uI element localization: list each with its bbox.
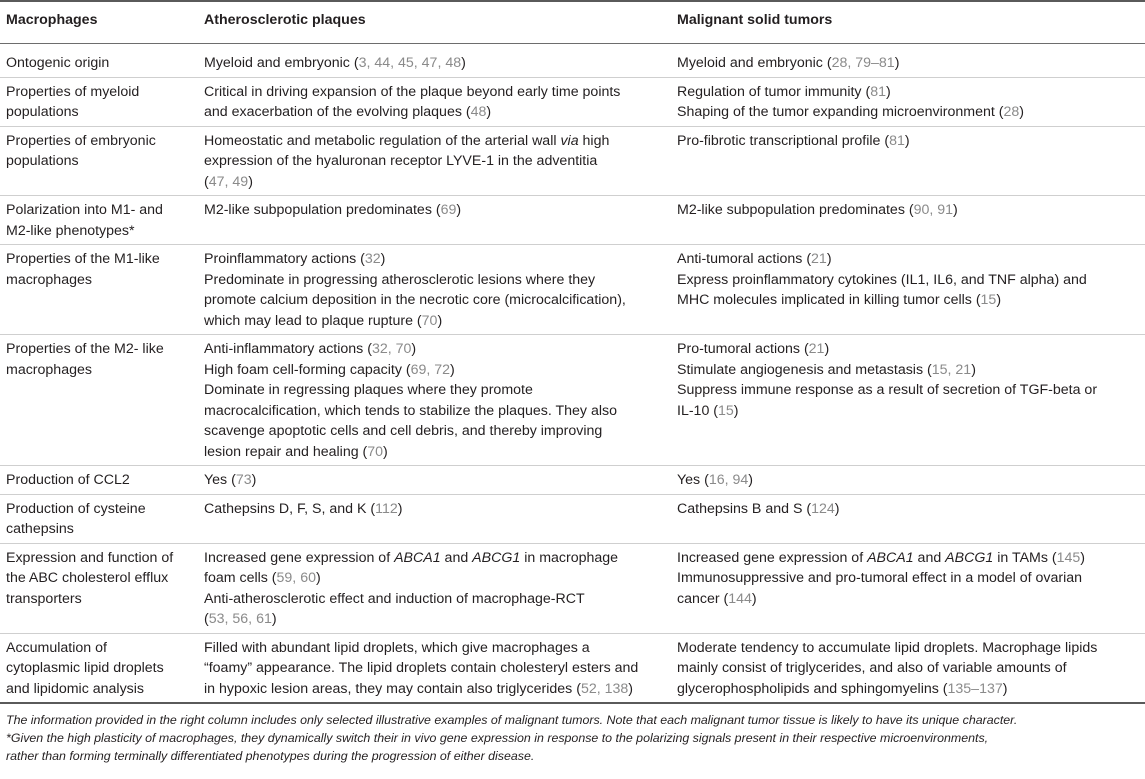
- reference-link[interactable]: 47, 49: [208, 173, 249, 190]
- row-label-line: Expression and function of: [6, 549, 174, 566]
- italic-text: ABCG1: [945, 549, 994, 566]
- cell-text: Stimulate angiogenesis and metastasis (: [677, 361, 932, 378]
- table-row: [0, 494, 1145, 543]
- reference-link[interactable]: 3, 44, 45, 47, 48: [358, 55, 462, 71]
- reference-link[interactable]: 73: [235, 472, 252, 488]
- row-label: [0, 633, 198, 703]
- atherosclerotic-cell: [198, 543, 671, 633]
- tumor-cell: [671, 633, 1145, 703]
- cell-text: Homeostatic and metabolic regulation of the arterial wall: [204, 132, 561, 149]
- row-label-line: Properties of myeloid: [6, 83, 140, 100]
- cell-text: ): [1080, 549, 1086, 566]
- cell-text: Moderate tendency to accumulate lipid droplets. Macrophage lipids: [677, 639, 1098, 656]
- cell-line: [677, 589, 1141, 610]
- cell-text: cancer (: [677, 590, 729, 607]
- cell-line: [677, 360, 1141, 381]
- tumor-cell: [671, 494, 1145, 543]
- cell-line: [204, 249, 667, 270]
- footnote-1: The information provided in the right column includes only selected illustrative examples of malignant tumors. Note that each malignant tumor tissue is likely to have its unique character.: [6, 713, 1018, 727]
- cell-line: [677, 499, 1141, 520]
- cell-text: Predominate in progressing atherosclerotic lesions where they: [204, 271, 596, 288]
- cell-line: [677, 470, 1141, 491]
- reference-link[interactable]: 32, 70: [371, 341, 412, 357]
- row-label: [0, 494, 198, 543]
- cell-text: ): [450, 361, 455, 378]
- cell-text: which may lead to plaque rupture (: [204, 312, 422, 329]
- cell-text: Proinflammatory actions (: [204, 251, 365, 267]
- row-label-line: macrophages: [6, 271, 92, 288]
- cell-text: Cathepsins D, F, S, and K (: [204, 500, 376, 517]
- cell-text: ): [1002, 680, 1008, 697]
- row-label-line: populations: [6, 104, 79, 120]
- cell-text: ): [383, 443, 388, 460]
- cell-text: ): [271, 611, 277, 627]
- cell-line: [204, 270, 667, 291]
- cell-line: [677, 102, 1141, 123]
- tumor-cell: [671, 466, 1145, 495]
- cell-text: Pro-tumoral actions (: [677, 341, 809, 357]
- cell-text: ): [996, 292, 1002, 308]
- cell-line: [204, 380, 667, 401]
- reference-link[interactable]: 69: [440, 202, 457, 218]
- row-label-line: Accumulation of: [6, 639, 107, 656]
- cell-line: [204, 679, 667, 700]
- cell-text: Critical in driving expansion of the plaque beyond early time points: [204, 83, 621, 100]
- table-body: [0, 44, 1145, 704]
- cell-text: Suppress immune response as a result of secretion of TGF-beta or: [677, 382, 1098, 398]
- cell-text: Yes (: [204, 472, 236, 488]
- cell-text: Myeloid and embryonic (: [204, 55, 359, 71]
- cell-line: [677, 200, 1141, 221]
- cell-line: [204, 131, 667, 152]
- cell-text: ): [380, 251, 386, 267]
- row-label-line: Polarization into M1- and: [6, 202, 163, 218]
- row-label-line: transporters: [6, 590, 82, 607]
- cell-text: ): [628, 680, 634, 697]
- cell-text: ): [461, 55, 466, 71]
- table-row: [0, 466, 1145, 495]
- cell-text: ): [751, 590, 757, 607]
- cell-text: IL-10 (: [677, 402, 719, 419]
- reference-link[interactable]: 53, 56, 61: [208, 611, 272, 627]
- cell-text: ): [834, 500, 840, 517]
- reference-link[interactable]: 21: [811, 251, 827, 267]
- atherosclerotic-cell: [198, 126, 671, 196]
- table-row: [0, 543, 1145, 633]
- reference-link[interactable]: 48: [470, 104, 487, 120]
- row-label-line: Properties of the M1-like: [6, 251, 160, 267]
- reference-link[interactable]: 124: [811, 500, 835, 517]
- cell-line: [677, 339, 1141, 360]
- atherosclerotic-cell: [198, 633, 671, 703]
- italic-text: ABCA1: [867, 549, 914, 566]
- cell-text: glycerophospholipids and sphingomyelins (: [677, 680, 948, 697]
- cell-line: [204, 548, 667, 569]
- row-label-line: macrophages: [6, 361, 92, 378]
- cell-text: Increased gene expression of: [204, 549, 395, 566]
- tumor-cell: [671, 543, 1145, 633]
- cell-line: [677, 270, 1141, 291]
- reference-link[interactable]: 21: [808, 341, 825, 357]
- cell-line: [204, 401, 667, 422]
- reference-link[interactable]: 81: [889, 132, 905, 149]
- cell-text: ): [904, 132, 910, 149]
- cell-line: [677, 568, 1141, 589]
- cell-text: ): [885, 83, 891, 100]
- cell-line: [204, 339, 667, 360]
- reference-link[interactable]: 32: [364, 251, 381, 267]
- cell-text: ): [748, 472, 753, 488]
- tumor-cell: [671, 245, 1145, 335]
- row-label: [0, 196, 198, 245]
- reference-link[interactable]: 28: [1003, 104, 1020, 120]
- cell-text: ): [397, 500, 403, 517]
- reference-link[interactable]: 145: [1056, 549, 1081, 566]
- cell-text: lesion repair and healing (: [204, 443, 368, 460]
- reference-link[interactable]: 15: [980, 292, 997, 308]
- header-atherosclerotic-plaques: Atherosclerotic plaques: [198, 1, 671, 44]
- cell-line: [204, 102, 667, 123]
- cell-line: [204, 82, 667, 103]
- row-label-line: Properties of embryonic: [6, 132, 156, 149]
- italic-text: via: [560, 132, 579, 149]
- cell-text: Filled with abundant lipid droplets, which give macrophages a: [204, 639, 590, 656]
- cell-text: Immunosuppressive and pro-tumoral effect in a model of ovarian: [677, 570, 1083, 586]
- atherosclerotic-cell: [198, 335, 671, 466]
- reference-link[interactable]: 15: [718, 402, 734, 419]
- cell-line: [204, 421, 667, 442]
- table-row: [0, 335, 1145, 466]
- cell-text: scavenge apoptotic cells and cell debris, and thereby improving: [204, 423, 603, 439]
- cell-text: M2-like subpopulation predominates (: [204, 202, 441, 218]
- cell-line: [204, 200, 667, 221]
- cell-line: [204, 499, 667, 520]
- cell-line: [204, 568, 667, 589]
- reference-link[interactable]: 135–137: [947, 680, 1003, 697]
- cell-line: [204, 589, 667, 610]
- row-label: [0, 466, 198, 495]
- cell-text: in macrophage: [520, 549, 619, 566]
- footnote-2: *Given the high plasticity of macrophages, they dynamically switch their in vivo gene expression in response to the polarizing signals present in their respective microenvironments,: [6, 731, 989, 745]
- reference-link[interactable]: 52, 138: [580, 680, 629, 697]
- cell-line: [677, 548, 1141, 569]
- cell-text: High foam cell-forming capacity (: [204, 361, 411, 378]
- tumor-cell: [671, 335, 1145, 466]
- cell-line: [204, 311, 667, 332]
- reference-link[interactable]: 144: [728, 590, 752, 607]
- cell-line: [677, 679, 1141, 700]
- cell-line: [677, 131, 1141, 152]
- row-label: [0, 245, 198, 335]
- cell-text: Regulation of tumor immunity (: [677, 83, 871, 100]
- reference-link[interactable]: 112: [375, 500, 398, 517]
- cell-text: Dominate in regressing plaques where they promote: [204, 382, 533, 398]
- cell-text: Increased gene expression of: [677, 549, 868, 566]
- reference-link[interactable]: 70: [367, 443, 384, 460]
- row-label: [0, 126, 198, 196]
- row-label-line: and lipidomic analysis: [6, 680, 145, 697]
- reference-link[interactable]: 59, 60: [276, 570, 316, 586]
- reference-link[interactable]: 16, 94: [708, 472, 749, 488]
- cell-text: Express proinflammatory cytokines (IL1, IL6, and TNF alpha) and: [677, 271, 1087, 288]
- row-label-line: the ABC cholesterol efflux: [6, 570, 169, 586]
- cell-line: [204, 638, 667, 659]
- footnote-3: rather than forming terminally differentiated phenotypes during the progression of either disease.: [6, 749, 535, 763]
- atherosclerotic-cell: [198, 196, 671, 245]
- table-row: [0, 633, 1145, 703]
- reference-link[interactable]: 81: [870, 83, 886, 100]
- cell-line: [677, 82, 1141, 103]
- cell-text: Pro-fibrotic transcriptional profile (: [677, 132, 890, 149]
- cell-line: [677, 53, 1141, 74]
- italic-text: ABCA1: [394, 549, 441, 566]
- atherosclerotic-cell: [198, 77, 671, 126]
- tumor-cell: [671, 196, 1145, 245]
- tumor-cell: [671, 77, 1145, 126]
- atherosclerotic-cell: [198, 44, 671, 78]
- reference-link[interactable]: 90, 91: [913, 202, 954, 218]
- cell-text: in hypoxic lesion areas, they may contain also triglycerides (: [204, 680, 581, 697]
- cell-text: ): [824, 341, 830, 357]
- cell-text: ): [456, 202, 462, 218]
- table-footnotes: [0, 704, 1145, 765]
- cell-text: ): [248, 173, 253, 190]
- row-label: [0, 543, 198, 633]
- cell-text: expression of the hyaluronan receptor LYVE-1 in the adventitia: [204, 153, 598, 169]
- cell-text: (: [204, 611, 209, 627]
- cell-line: [204, 658, 667, 679]
- row-label-line: Production of CCL2: [6, 472, 130, 488]
- cell-text: Myeloid and embryonic (: [677, 55, 832, 71]
- reference-link[interactable]: 28, 79–81: [831, 55, 895, 71]
- cell-line: [677, 638, 1141, 659]
- cell-line: [204, 609, 667, 630]
- cell-text: ): [894, 55, 900, 71]
- cell-text: macrocalcification, which tends to stabilize the plaques. They also: [204, 402, 617, 419]
- cell-text: Anti-inflammatory actions (: [204, 341, 372, 357]
- cell-text: Anti-tumoral actions (: [677, 251, 812, 267]
- reference-link[interactable]: 70: [421, 312, 438, 329]
- row-label-line: cytoplasmic lipid droplets: [6, 660, 164, 676]
- cell-text: Anti-atherosclerotic effect and induction of macrophage-RCT: [204, 590, 585, 607]
- cell-text: promote calcium deposition in the necrotic core (microcalcification),: [204, 292, 626, 308]
- cell-line: [204, 442, 667, 463]
- cell-text: MHC molecules implicated in killing tumor cells (: [677, 292, 981, 308]
- cell-line: [204, 151, 667, 172]
- cell-line: [204, 53, 667, 74]
- row-label: [0, 335, 198, 466]
- cell-text: ): [826, 251, 832, 267]
- cell-text: Shaping of the tumor expanding microenvironment (: [677, 104, 1004, 120]
- table-row: [0, 196, 1145, 245]
- tumor-cell: [671, 126, 1145, 196]
- cell-text: ): [437, 312, 443, 329]
- cell-text: ): [971, 361, 976, 378]
- cell-text: ): [486, 104, 492, 120]
- table-row: [0, 77, 1145, 126]
- cell-text: Cathepsins B and S (: [677, 500, 812, 517]
- cell-text: (: [204, 173, 209, 190]
- cell-text: “foamy” appearance. The lipid droplets contain cholesteryl esters and: [204, 660, 639, 676]
- cell-text: in TAMs (: [993, 549, 1057, 566]
- cell-text: Yes (: [677, 472, 709, 488]
- table-row: [0, 126, 1145, 196]
- row-label-line: Properties of the M2- like: [6, 341, 164, 357]
- cell-line: [677, 401, 1141, 422]
- cell-text: foam cells (: [204, 570, 277, 586]
- header-malignant-solid-tumors: Malignant solid tumors: [671, 1, 1145, 44]
- cell-text: ): [1019, 104, 1025, 120]
- tumor-cell: [671, 44, 1145, 78]
- cell-line: [204, 470, 667, 491]
- row-label-line: cathepsins: [6, 521, 74, 537]
- cell-line: [677, 249, 1141, 270]
- cell-line: [677, 380, 1141, 401]
- cell-text: ): [251, 472, 257, 488]
- row-label-line: populations: [6, 153, 79, 169]
- cell-text: ): [411, 341, 417, 357]
- row-label-line: Production of cysteine: [6, 500, 146, 517]
- cell-text: and exacerbation of the evolving plaques (: [204, 104, 471, 120]
- cell-text: and: [913, 549, 946, 566]
- table-header-row: [0, 1, 1145, 44]
- italic-text: ABCG1: [472, 549, 521, 566]
- cell-line: [677, 290, 1141, 311]
- row-label: [0, 44, 198, 78]
- cell-text: M2-like subpopulation predominates (: [677, 202, 914, 218]
- table-row: [0, 44, 1145, 78]
- atherosclerotic-cell: [198, 466, 671, 495]
- reference-link[interactable]: 15, 21: [931, 361, 972, 378]
- cell-text: ): [953, 202, 958, 218]
- cell-text: mainly consist of triglycerides, and also of variable amounts of: [677, 660, 1067, 676]
- row-label: [0, 77, 198, 126]
- cell-line: [204, 360, 667, 381]
- atherosclerotic-cell: [198, 494, 671, 543]
- atherosclerotic-cell: [198, 245, 671, 335]
- cell-text: high: [578, 132, 610, 149]
- cell-line: [677, 658, 1141, 679]
- cell-text: and: [440, 549, 473, 566]
- cell-line: [204, 172, 667, 193]
- row-label-line: M2-like phenotypes*: [6, 222, 135, 239]
- header-macrophages: Macrophages: [0, 1, 198, 44]
- reference-link[interactable]: 69, 72: [410, 361, 451, 378]
- cell-text: ): [733, 402, 739, 419]
- cell-text: ): [315, 570, 321, 586]
- table-row: [0, 245, 1145, 335]
- row-label-line: Ontogenic origin: [6, 55, 110, 71]
- cell-line: [204, 290, 667, 311]
